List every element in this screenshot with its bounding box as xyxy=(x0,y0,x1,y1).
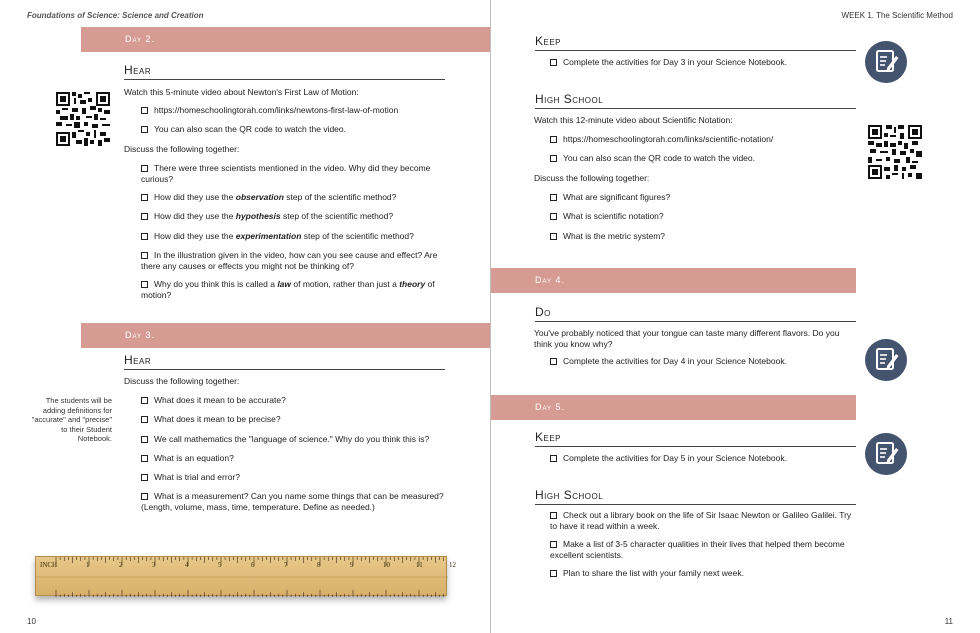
day2-question-6 xyxy=(141,279,451,301)
keep-heading-2: Keep xyxy=(535,430,856,447)
day2-qr-item xyxy=(141,124,451,135)
page-number-right: 11 xyxy=(944,617,953,626)
item-text: Make a list of 3-5 character qualities in their lives that helped them become excellent scientists. xyxy=(550,539,845,560)
day3-question-1 xyxy=(141,395,451,406)
checkbox[interactable] xyxy=(141,194,148,201)
item-text: You can also scan the QR code to watch the video. xyxy=(563,153,756,163)
item-text: What is a measurement? Can you name some things that can be measured? (Length, volume, mass, time, temperature. Define as needed.) xyxy=(141,491,444,512)
item-text: Check out a library book on the life of Sir Isaac Newton or Galileo Galilei. Try to have it read within a week. xyxy=(550,510,852,531)
item-text: Complete the activities for Day 3 in your Science Notebook. xyxy=(563,57,787,67)
checkbox[interactable] xyxy=(550,155,557,162)
high-school-heading-1: High School xyxy=(535,92,856,109)
item-text: What is scientific notation? xyxy=(563,211,664,221)
checkbox[interactable] xyxy=(141,436,148,443)
running-header-right: WEEK 1. The Scientific Method xyxy=(841,11,953,20)
checkbox[interactable] xyxy=(141,474,148,481)
item-text: step of the scientific method? xyxy=(283,192,397,202)
ruler-number: 1 xyxy=(86,561,90,569)
day3-question-4 xyxy=(141,453,451,464)
day3-discuss: Discuss the following together: xyxy=(124,376,240,386)
checkbox[interactable] xyxy=(550,59,557,66)
day2-hear-heading: Hear xyxy=(124,63,445,80)
day2-question-1 xyxy=(141,163,451,185)
item-text: You can also scan the QR code to watch the video. xyxy=(154,124,347,134)
item-text: What does it mean to be accurate? xyxy=(154,395,286,405)
day2-intro: Watch this 5-minute video about Newton's First Law of Motion: xyxy=(124,87,359,97)
item-text: of motion, rather than just a xyxy=(291,279,400,289)
day4-item xyxy=(550,356,860,367)
item-text: We call mathematics the "language of science." Why do you think this is? xyxy=(154,434,430,444)
ruler-number: 12 xyxy=(449,561,456,569)
page-number-left: 10 xyxy=(27,617,36,626)
checkbox[interactable] xyxy=(141,165,148,172)
hs1-question-1 xyxy=(550,192,850,203)
checkbox[interactable] xyxy=(550,136,557,143)
hs1-intro: Watch this 12-minute video about Scientific Notation: xyxy=(534,115,733,125)
ruler-number: 8 xyxy=(317,561,321,569)
day2-discuss: Discuss the following together: xyxy=(124,144,240,154)
item-text: step of the scientific method? xyxy=(280,211,394,221)
keep-heading: Keep xyxy=(535,34,856,51)
checkbox[interactable] xyxy=(141,397,148,404)
hs1-question-2 xyxy=(550,211,850,222)
item-text: What is an equation? xyxy=(154,453,234,463)
ruler-number: 10 xyxy=(383,561,390,569)
day2-link-item[interactable] xyxy=(141,105,451,116)
hs1-qr-item xyxy=(550,153,850,164)
item-text: Plan to share the list with your family next week. xyxy=(563,568,744,578)
keep-day5-item xyxy=(550,453,860,464)
emphasis: experimentation xyxy=(235,231,302,241)
side-note: The students will be adding definitions for "accurate" and "precise" to their Student Notebook. xyxy=(31,396,112,443)
item-text: There were three scientists mentioned in the video. Why did they become curious? xyxy=(141,163,431,184)
item-text: Why do you think this is called a xyxy=(154,279,278,289)
item-text: How did they use the xyxy=(154,211,236,221)
ruler-number: 5 xyxy=(218,561,222,569)
ruler-label: INCH xyxy=(40,561,58,569)
hs2-question-3 xyxy=(550,568,860,579)
checkbox[interactable] xyxy=(141,455,148,462)
ruler-number: 3 xyxy=(152,561,156,569)
ruler-number: 11 xyxy=(416,561,423,569)
day2-question-3 xyxy=(141,211,451,222)
checkbox[interactable] xyxy=(550,455,557,462)
ruler-number: 9 xyxy=(350,561,354,569)
checkbox[interactable] xyxy=(550,541,557,548)
checkbox[interactable] xyxy=(550,358,557,365)
checkbox[interactable] xyxy=(141,493,148,500)
do-heading: Do xyxy=(535,305,856,322)
item-text: In the illustration given in the video, how can you see cause and effect? Are there any causes or effects you might not be thinking of? xyxy=(141,250,438,271)
day3-question-2 xyxy=(141,414,451,425)
right-page xyxy=(491,0,980,633)
checkbox[interactable] xyxy=(141,126,148,133)
hs1-discuss: Discuss the following together: xyxy=(534,173,650,183)
hs1-link-item[interactable] xyxy=(550,134,850,145)
item-text: Complete the activities for Day 4 in your Science Notebook. xyxy=(563,356,787,366)
checkbox[interactable] xyxy=(550,194,557,201)
item-text: What is the metric system? xyxy=(563,231,666,241)
emphasis: observation xyxy=(235,192,284,202)
checkbox[interactable] xyxy=(141,213,148,220)
item-text: Complete the activities for Day 5 in your Science Notebook. xyxy=(563,453,787,463)
day3-question-3 xyxy=(141,434,451,445)
hs2-question-1 xyxy=(550,510,860,532)
day2-question-4 xyxy=(141,231,451,242)
notebook-icon xyxy=(865,41,907,83)
emphasis: law xyxy=(277,279,292,289)
item-text: step of the scientific method? xyxy=(301,231,414,241)
day3-banner: Day 3. xyxy=(81,323,490,348)
checkbox[interactable] xyxy=(141,416,148,423)
day4-text: You've probably noticed that your tongue can taste many different flavors. Do you think you know why? xyxy=(534,328,840,349)
notebook-icon xyxy=(865,433,907,475)
item-text: How did they use the xyxy=(154,192,236,202)
item-text: What does it mean to be precise? xyxy=(154,414,281,424)
day5-banner: Day 5. xyxy=(491,395,856,420)
item-text: What are significant figures? xyxy=(563,192,671,202)
day3-question-6 xyxy=(141,491,451,513)
emphasis: theory xyxy=(399,279,426,289)
checkbox[interactable] xyxy=(141,252,148,259)
keep-day3-item xyxy=(550,57,860,68)
day2-question-2 xyxy=(141,192,451,203)
checkbox[interactable] xyxy=(141,107,148,114)
day2-question-5 xyxy=(141,250,451,272)
ruler-number: 2 xyxy=(119,561,123,569)
ruler-number: 4 xyxy=(185,561,189,569)
newton-video-link[interactable]: https://homeschoolingtorah.com/links/newtons-first-law-of-motion xyxy=(154,105,399,115)
checkbox[interactable] xyxy=(550,512,557,519)
day4-banner: Day 4. xyxy=(491,268,856,293)
day3-hear-heading: Hear xyxy=(124,353,445,370)
checkbox[interactable] xyxy=(141,233,148,240)
scientific-notation-link[interactable]: https://homeschoolingtorah.com/links/scientific-notation/ xyxy=(563,134,774,144)
high-school-heading-2: High School xyxy=(535,488,856,505)
ruler-image xyxy=(35,556,456,596)
emphasis: hypothesis xyxy=(235,211,281,221)
running-header-left: Foundations of Science: Science and Creation xyxy=(27,11,204,20)
hs2-question-2 xyxy=(550,539,860,561)
checkbox[interactable] xyxy=(550,233,557,240)
checkbox[interactable] xyxy=(550,213,557,220)
item-text: of motion? xyxy=(141,279,435,300)
item-text: What is trial and error? xyxy=(154,472,240,482)
checkbox[interactable] xyxy=(550,570,557,577)
day3-question-5 xyxy=(141,472,451,483)
checkbox[interactable] xyxy=(141,281,148,288)
item-text: How did they use the xyxy=(154,231,236,241)
ruler-number: 7 xyxy=(284,561,288,569)
notebook-icon xyxy=(865,339,907,381)
qr-code-notation[interactable] xyxy=(868,125,922,179)
day2-banner: Day 2. xyxy=(81,27,490,52)
ruler-number: 6 xyxy=(251,561,255,569)
hs1-question-3 xyxy=(550,231,850,242)
qr-code-newton[interactable] xyxy=(56,92,110,146)
